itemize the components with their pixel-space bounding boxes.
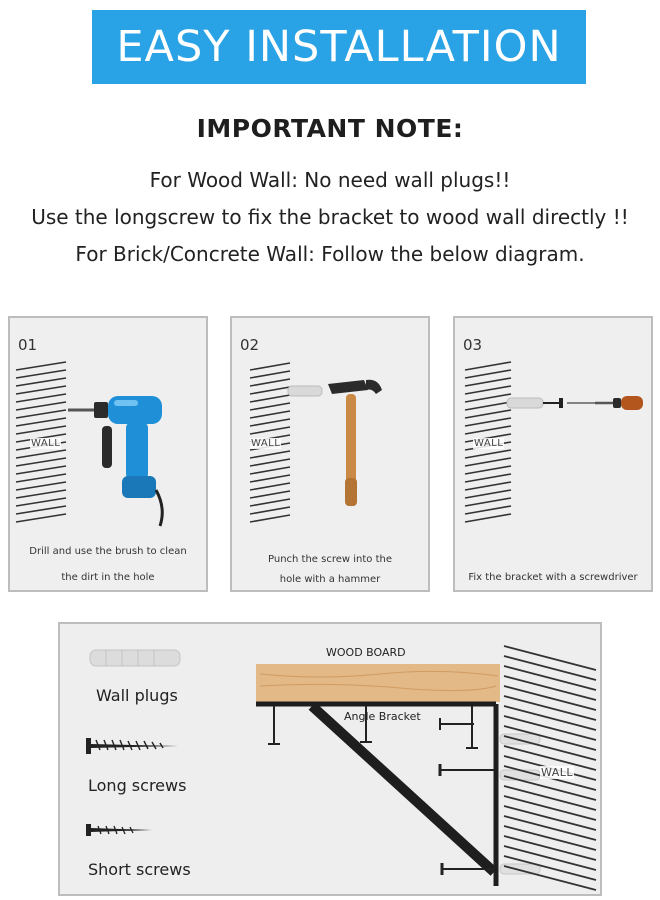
step-caption-line-1: Punch the screw into the	[268, 554, 392, 565]
step-panel-03	[453, 316, 653, 592]
screw-icon	[543, 398, 563, 408]
wall-label: WALL	[251, 438, 281, 449]
drill-icon	[68, 396, 162, 526]
angle-bracket-icon	[256, 704, 496, 886]
assembly-illustration	[60, 624, 600, 894]
wall-plug-icon	[288, 386, 322, 396]
step-caption-line-1: Drill and use the brush to clean	[29, 546, 187, 557]
step-caption-line-2: the dirt in the hole	[61, 572, 155, 583]
note-line-wood-wall: For Wood Wall: No need wall plugs!!	[149, 168, 511, 192]
wall-screws-icon	[440, 734, 540, 875]
assembly-panel	[58, 622, 602, 896]
wall-label: WALL	[31, 438, 61, 449]
title-banner	[92, 10, 586, 84]
screwdriver-icon	[595, 396, 643, 410]
wall-plug-icon	[507, 398, 543, 408]
wood-board-label: WOOD BOARD	[326, 646, 406, 659]
wall-plug-icon	[90, 650, 180, 666]
step-03-illustration	[455, 318, 651, 590]
hammer-icon	[328, 380, 382, 506]
short-screws-label: Short screws	[88, 860, 191, 879]
step-panel-01	[8, 316, 208, 592]
angle-bracket-label: Angle Bracket	[344, 710, 421, 723]
wood-board-icon	[256, 664, 500, 702]
note-line-brick-wall: For Brick/Concrete Wall: Follow the below diagram.	[75, 242, 585, 266]
note-heading: IMPORTANT NOTE:	[196, 114, 464, 143]
step-caption-line-2: hole with a hammer	[279, 574, 381, 585]
step-number: 02	[240, 336, 260, 354]
step-number: 03	[463, 336, 483, 354]
wall-label: WALL	[541, 766, 574, 779]
long-screws-label: Long screws	[88, 776, 187, 795]
step-number: 01	[18, 336, 38, 354]
note-line-long-screw: Use the longscrew to fix the bracket to wood wall directly !!	[31, 205, 629, 229]
short-screw-icon	[86, 824, 152, 836]
long-screw-icon	[86, 738, 178, 754]
wall-label: WALL	[474, 438, 504, 449]
banner-title: EASY INSTALLATION	[116, 22, 562, 72]
wall-plugs-label: Wall plugs	[96, 686, 178, 705]
step-panel-02	[230, 316, 430, 592]
step-caption-line-1: Fix the bracket with a screwdriver	[468, 572, 638, 583]
